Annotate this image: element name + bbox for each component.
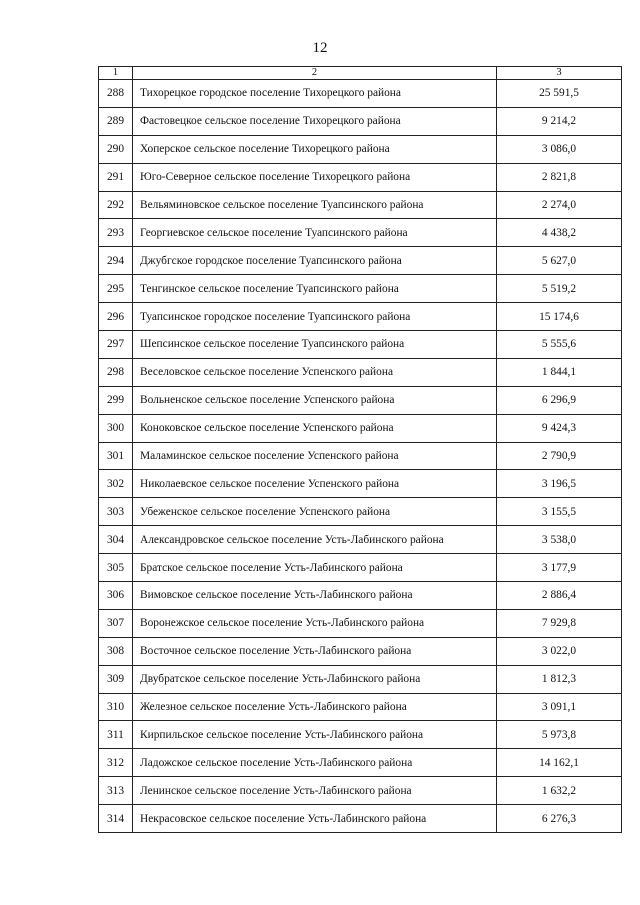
- settlement-name: Тенгинское сельское поселение Туапсинского района: [133, 275, 497, 303]
- amount-value: 25 591,5: [497, 80, 622, 108]
- table-row: [99, 163, 622, 191]
- row-number: 306: [99, 582, 133, 610]
- settlement-name: Вельяминовское сельское поселение Туапсинского района: [133, 191, 497, 219]
- row-number: 298: [99, 358, 133, 386]
- table-row: [99, 386, 622, 414]
- table-row: [99, 805, 622, 833]
- row-number: 308: [99, 637, 133, 665]
- row-number: 289: [99, 107, 133, 135]
- settlement-name: Маламинское сельское поселение Успенского района: [133, 442, 497, 470]
- settlement-name: Воронежское сельское поселение Усть-Лабинского района: [133, 609, 497, 637]
- settlement-name: Вимовское сельское поселение Усть-Лабинского района: [133, 582, 497, 610]
- row-number: 295: [99, 275, 133, 303]
- amount-value: 1 812,3: [497, 665, 622, 693]
- table-row: [99, 582, 622, 610]
- settlement-name: Георгиевское сельское поселение Туапсинского района: [133, 219, 497, 247]
- settlement-name: Вольненское сельское поселение Успенского района: [133, 386, 497, 414]
- settlement-name: Убеженское сельское поселение Успенского района: [133, 498, 497, 526]
- amount-value: 1 844,1: [497, 358, 622, 386]
- amount-value: 5 973,8: [497, 721, 622, 749]
- amount-value: 3 091,1: [497, 693, 622, 721]
- table-row: [99, 721, 622, 749]
- row-number: 291: [99, 163, 133, 191]
- row-number: 300: [99, 414, 133, 442]
- row-number: 290: [99, 135, 133, 163]
- settlement-name: Фастовецкое сельское поселение Тихорецкого района: [133, 107, 497, 135]
- settlement-name: Братское сельское поселение Усть-Лабинского района: [133, 554, 497, 582]
- settlement-name: Некрасовское сельское поселение Усть-Лабинского района: [133, 805, 497, 833]
- settlement-name: Веселовское сельское поселение Успенского района: [133, 358, 497, 386]
- row-number: 304: [99, 526, 133, 554]
- row-number: 311: [99, 721, 133, 749]
- table-row: [99, 498, 622, 526]
- settlement-name: Шепсинское сельское поселение Туапсинского района: [133, 331, 497, 359]
- amount-value: 1 632,2: [497, 777, 622, 805]
- table-row: [99, 442, 622, 470]
- settlement-name: Железное сельское поселение Усть-Лабинского района: [133, 693, 497, 721]
- amount-value: 9 424,3: [497, 414, 622, 442]
- settlement-name: Тихорецкое городское поселение Тихорецкого района: [133, 80, 497, 108]
- row-number: 292: [99, 191, 133, 219]
- settlement-name: Александровское сельское поселение Усть-Лабинского района: [133, 526, 497, 554]
- row-number: 313: [99, 777, 133, 805]
- settlement-name: Ленинское сельское поселение Усть-Лабинского района: [133, 777, 497, 805]
- amount-value: 15 174,6: [497, 303, 622, 331]
- settlement-name: Восточное сельское поселение Усть-Лабинского района: [133, 637, 497, 665]
- row-number: 312: [99, 749, 133, 777]
- table-row: [99, 749, 622, 777]
- amount-value: 3 022,0: [497, 637, 622, 665]
- amount-value: 2 821,8: [497, 163, 622, 191]
- table-row: [99, 275, 622, 303]
- table-row: [99, 554, 622, 582]
- column-header-3: 3: [497, 67, 622, 80]
- amount-value: 5 555,6: [497, 331, 622, 359]
- amount-value: 6 296,9: [497, 386, 622, 414]
- row-number: 309: [99, 665, 133, 693]
- row-number: 303: [99, 498, 133, 526]
- row-number: 301: [99, 442, 133, 470]
- amount-value: 4 438,2: [497, 219, 622, 247]
- table-row: [99, 358, 622, 386]
- amount-value: 9 214,2: [497, 107, 622, 135]
- amount-value: 3 086,0: [497, 135, 622, 163]
- table-row: [99, 303, 622, 331]
- settlement-name: Коноковское сельское поселение Успенского района: [133, 414, 497, 442]
- amount-value: 3 177,9: [497, 554, 622, 582]
- amount-value: 3 155,5: [497, 498, 622, 526]
- table-row: [99, 693, 622, 721]
- settlement-name: Двубратское сельское поселение Усть-Лабинского района: [133, 665, 497, 693]
- settlement-name: Хоперское сельское поселение Тихорецкого района: [133, 135, 497, 163]
- amount-value: 2 886,4: [497, 582, 622, 610]
- amount-value: 5 627,0: [497, 247, 622, 275]
- table-row: [99, 331, 622, 359]
- settlement-name: Туапсинское городское поселение Туапсинского района: [133, 303, 497, 331]
- table-row: [99, 665, 622, 693]
- row-number: 307: [99, 609, 133, 637]
- table-row: [99, 526, 622, 554]
- table-row: [99, 470, 622, 498]
- table-row: [99, 609, 622, 637]
- row-number: 314: [99, 805, 133, 833]
- amount-value: 2 274,0: [497, 191, 622, 219]
- table-row: [99, 247, 622, 275]
- row-number: 294: [99, 247, 133, 275]
- row-number: 293: [99, 219, 133, 247]
- amount-value: 3 196,5: [497, 470, 622, 498]
- row-number: 297: [99, 331, 133, 359]
- row-number: 296: [99, 303, 133, 331]
- settlement-name: Джубгское городское поселение Туапсинского района: [133, 247, 497, 275]
- amount-value: 14 162,1: [497, 749, 622, 777]
- amount-value: 3 538,0: [497, 526, 622, 554]
- settlement-name: Юго-Северное сельское поселение Тихорецкого района: [133, 163, 497, 191]
- table-row: [99, 637, 622, 665]
- settlement-table: [98, 66, 622, 833]
- table-row: [99, 107, 622, 135]
- column-header-2: 2: [133, 67, 497, 80]
- amount-value: 7 929,8: [497, 609, 622, 637]
- amount-value: 6 276,3: [497, 805, 622, 833]
- page-number: 12: [312, 40, 328, 56]
- row-number: 305: [99, 554, 133, 582]
- table-row: [99, 414, 622, 442]
- amount-value: 5 519,2: [497, 275, 622, 303]
- amount-value: 2 790,9: [497, 442, 622, 470]
- row-number: 288: [99, 80, 133, 108]
- table-header-row: [99, 67, 622, 80]
- column-header-1: 1: [99, 67, 133, 80]
- row-number: 299: [99, 386, 133, 414]
- row-number: 302: [99, 470, 133, 498]
- table-row: [99, 191, 622, 219]
- table-row: [99, 135, 622, 163]
- settlement-name: Ладожское сельское поселение Усть-Лабинского района: [133, 749, 497, 777]
- table-row: [99, 219, 622, 247]
- row-number: 310: [99, 693, 133, 721]
- table-row: [99, 80, 622, 108]
- settlement-name: Николаевское сельское поселение Успенского района: [133, 470, 497, 498]
- table-row: [99, 777, 622, 805]
- settlement-name: Кирпильское сельское поселение Усть-Лабинского района: [133, 721, 497, 749]
